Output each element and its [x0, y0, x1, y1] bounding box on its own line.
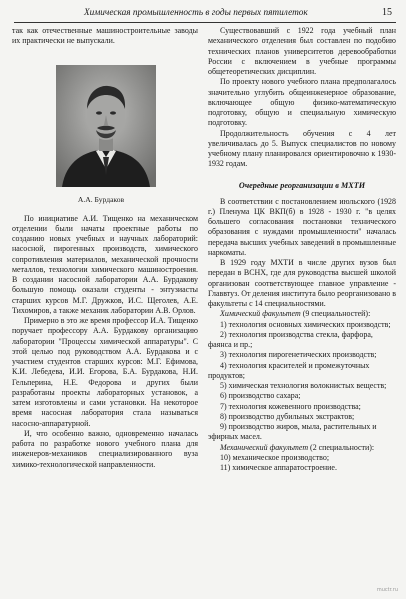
list-item: 5) химическая технология волокнистых веществ; — [220, 381, 387, 390]
list-item: 3) технология пирогенетических производств; — [220, 350, 377, 360]
portrait-image — [56, 65, 156, 187]
right-paragraph-5: В 1929 году МХТИ в числе других вузов был передан в ВСНХ, где для руководства высшей школой организован соответствующее главное управление - Главвтуз. От деления института было реорганизовано в факультеты с 14 специальностями. — [208, 258, 396, 308]
watermark: muctr.ru — [376, 587, 398, 593]
left-intro-text: так как отечественные машиностроительные заводы их практически не выпускали. — [12, 26, 198, 46]
mech-faculty-count: (2 специальности): — [310, 442, 375, 452]
left-paragraph-1: По инициативе А.И. Тищенко на механическом отделении были начаты проектные работы по созданию новых учебных и научных лабораторий: насосной, пирогенных производств, химического сопротивления материалов, механической прочности металлов, технологии химического машиностроения. В создании насосной лаборатории А.А. Бурдакову большую помощь оказали студенты - энтузиасты старших курсов М.Г. Дружков, И.С. Щеголев, А.Е. Тихомиров, а также механик лаборатории А.В. Орлов. — [12, 213, 198, 315]
photo-caption: А.А. Бурдаков — [77, 194, 125, 204]
right-paragraph-3: Продолжительность обучения с 4 лет увеличивалась до 5. Выпуск специалистов по новому учебному плану планировался ориентировочно к 1930-1932 годам. — [208, 128, 396, 169]
list-item: 4) технология красителей и промежуточных продуктов; — [208, 360, 370, 380]
chem-faculty-count: (9 специальностей): — [302, 309, 371, 319]
right-paragraph-1: Существовавший с 1922 года учебный план механического отделения был составлен по подобию технических планов университетов деревообработки России с включением в учебные программы общетеоретических дисциплин. — [208, 26, 396, 76]
header-title: Химическая промышленность в годы первых пятилеток — [84, 8, 308, 18]
mech-faculty-label: Механический факультет — [220, 442, 309, 452]
right-paragraph-2: По проекту нового учебного плана предполагалось значительно углубить общеинженерное образование, включающее общую физико-математическую подготовку, общую и специальную химическую подготовку. — [208, 77, 396, 128]
list-item: 1) технология основных химических производств; — [220, 319, 391, 329]
chem-faculty-heading — [208, 309, 396, 319]
list-item: 9) производство жиров, мыла, растительных и эфирных масел. — [208, 422, 377, 442]
list-item: 6) производство сахара; — [220, 391, 301, 401]
running-header — [14, 8, 396, 23]
list-item: 10) механическое производство; — [220, 452, 330, 462]
portrait-photo — [56, 65, 156, 187]
list-item: 8) производство дубильных экстрактов; — [220, 411, 355, 421]
list-item: 7) технология кожевенного производства; — [220, 401, 361, 411]
left-column — [12, 26, 198, 470]
list-item: 11) химическое аппаратостроение. — [220, 463, 337, 472]
chem-faculty-label: Химический факультет — [220, 309, 301, 319]
list-item: 2) технология производства стекла, фарфора, фаянса и пр.; — [208, 329, 373, 349]
right-paragraph-4: В соответствии с постановлением июльского (1928 г.) Пленума ЦК ВКП(б) в 1928 - 1930 г. "в целях большего согласования постановки технического образования с нуждами промышленности" началась передача высших учебных заведений в промышленные наркоматы. — [208, 196, 396, 257]
right-column — [208, 26, 396, 473]
section-heading: Очередные реорганизации в МХТИ — [238, 180, 366, 190]
page-number: 15 — [382, 7, 392, 18]
mech-faculty-heading — [208, 443, 396, 453]
left-paragraph-2: Примерно в это же время профессор И.А. Тищенко поручает профессору А.А. Бурдакову организацию лаборатории "Процессы химической аппаратуры". С этой целью под руководством А.А. Бурдакова и с участием студентов старших курсов: М.Г. Ефимова, К.И. Лебедева, И.И. Егорова, Б.А. Бурдакова, Н.И. Гельперина, Н.Е. Федорова и других были разработаны проекты лабораторных установок, а затем изготовлены и сами установки. На некоторое время насосная лаборатория стала называться насосно-аппаратурной. — [12, 316, 198, 428]
left-paragraph-3: И, что особенно важно, одновременно началась работа по разработке нового учебного плана для инженеров-механиков специализированного вуза химико-технологической направленности. — [12, 428, 198, 469]
